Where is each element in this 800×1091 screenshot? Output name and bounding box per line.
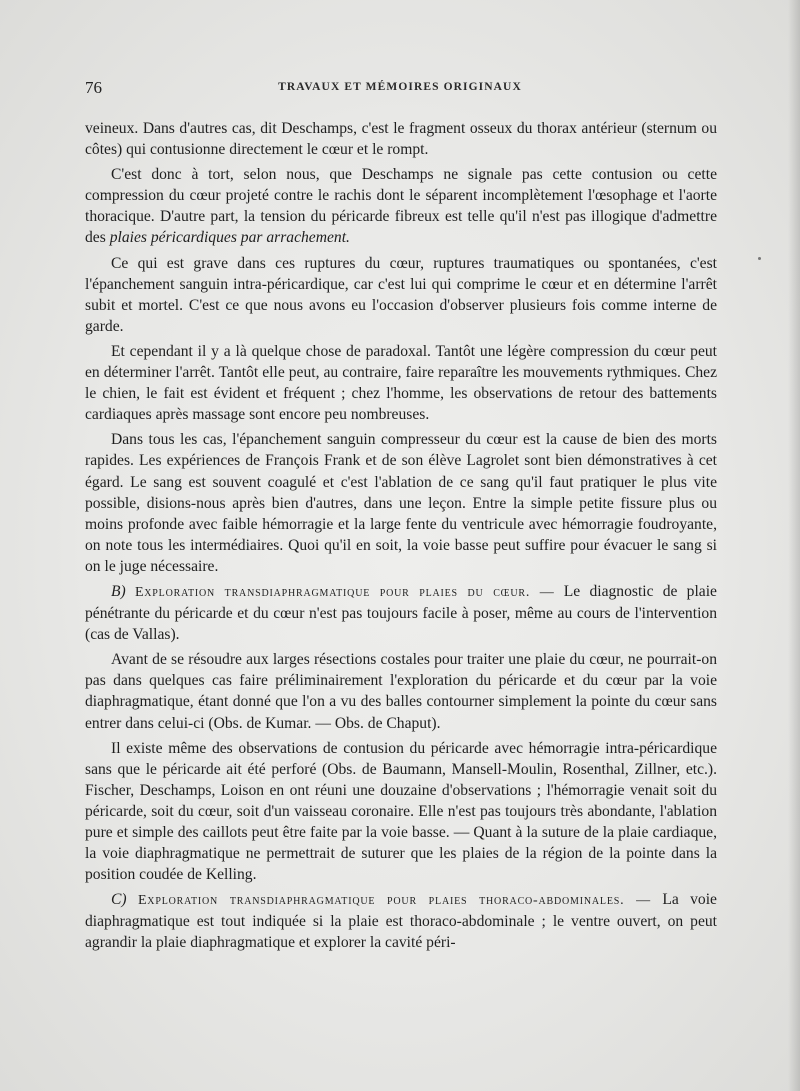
paragraph: veineux. Dans d'autres cas, dit Deschamps, c'est le fragment osseux du thorax antérieur (sternum ou côtes) qui contusionne directement le cœur et le rompt. [85,120,717,159]
paragraph-text: Le diagnostic de plaie pénétrante du péricarde et du cœur n'est pas toujours facile à poser, même au cours de l'intervention (cas de Vallas). [85,582,717,644]
running-title: TRAVAUX ET MÉMOIRES ORIGINAUX [278,81,522,93]
section-c-paragraph [85,889,717,953]
page-header [85,78,715,100]
page-number: 76 [85,78,102,97]
paragraph: Ce qui est grave dans ces ruptures du cœur, ruptures traumatiques ou spontanées, c'est l'épanchement sanguin intra-péricardique, car c'est lui qui comprime le cœur et en détermine l'arrêt subit et mortel. C'est ce que nous avons eu l'occasion d'observer plusieurs fois comme interne de garde. [85,254,717,335]
section-c-heading: Exploration transdiaphragmatique pour plaies thoraco-abdominales. — [137,893,651,909]
paragraph-text: C'est donc à tort, selon nous, que Deschamps ne signale pas cette contusion ou cette compression du cœur projeté contre le rachis dont le séparent incomplètement l'œsophage et l'aorte thoracique. D'autre part, la tension du péricarde fibreux est telle qu'il n'est pas illogique d'admettre des [85,166,717,247]
section-b-paragraph [85,581,717,645]
paragraph: Et cependant il y a là quelque chose de paradoxal. Tantôt une légère compression du cœur peut en déterminer l'arrêt. Tantôt elle peut, au contraire, faire reparaître les mouvements rythmiques. Chez le chien, le fait est évident et fréquent ; chez l'homme, les observations de retour des battements cardiaques après massage sont encore peu nombreuses. [85,342,717,424]
paragraph: Il existe même des observations de contusion du péricarde avec hémorragie intra-péricardique sans que le péricarde ait été perforé (Obs. de Baumann, Mansell-Moulin, Rosenthal, Zillner, etc.). Fischer, Deschamps, Loison en ont réuni une douzaine d'observations ; l'hémorragie venait soit du péricarde, soit du cœur, soit d'un vaisseau coronaire. Elle n'est pas toujours très abondante, l'ablation pure et simple des caillots peut être faite par la voie basse. — Quant à la suture de la plaie cardiaque, la voie diaphragmatique ne permettrait de suturer que les plaies de la région de la pointe dans la position coudée de Kelling. [85,739,717,884]
body-text [85,118,717,958]
italic-phrase: plaies péricardiques par arrachement. [109,229,350,247]
paragraph [85,164,717,248]
section-b-heading: Exploration transdiaphragmatique pour plaies du cœur. — [134,584,555,600]
paragraph: Dans tous les cas, l'épanchement sanguin compresseur du cœur est la cause de bien des morts rapides. Les expériences de François Frank et de son élève Lagrolet sont bien démonstratives à cet égard. Le sang est souvent coagulé et c'est l'ablation de ce sang qu'il faut pratiquer le plus vite possible, disions-nous après bien d'autres, dans une leçon. Entre la simple petite fissure plus ou moins profonde avec faible hémorragie et la large fente du ventricule avec hémorragie foudroyante, on note tous les intermédiaires. Quoi qu'il en soit, la voie basse peut suffire pour évacuer le sang si on le juge nécessaire. [85,431,717,575]
section-b-letter: B) [111,582,126,600]
page-edge-shadow [788,0,800,1091]
paragraph: Avant de se résoudre aux larges résections costales pour traiter une plaie du cœur, ne pourrait-on pas dans quelques cas faire préliminairement l'exploration du péricarde et du cœur par la voie diaphragmatique, étant donné que l'on a vu des balles contourner simplement la pointe du cœur sans entrer dans celui-ci (Obs. de Kumar. — Obs. de Chaput). [85,651,717,732]
paragraph-text: La voie diaphragmatique est tout indiquée si la plaie est thoraco-abdominale ; le ventre ouvert, on peut agrandir la plaie diaphragmatique et explorer la cavité péri- [85,891,717,952]
section-c-letter: C) [111,891,127,909]
paper-speck [758,257,761,260]
